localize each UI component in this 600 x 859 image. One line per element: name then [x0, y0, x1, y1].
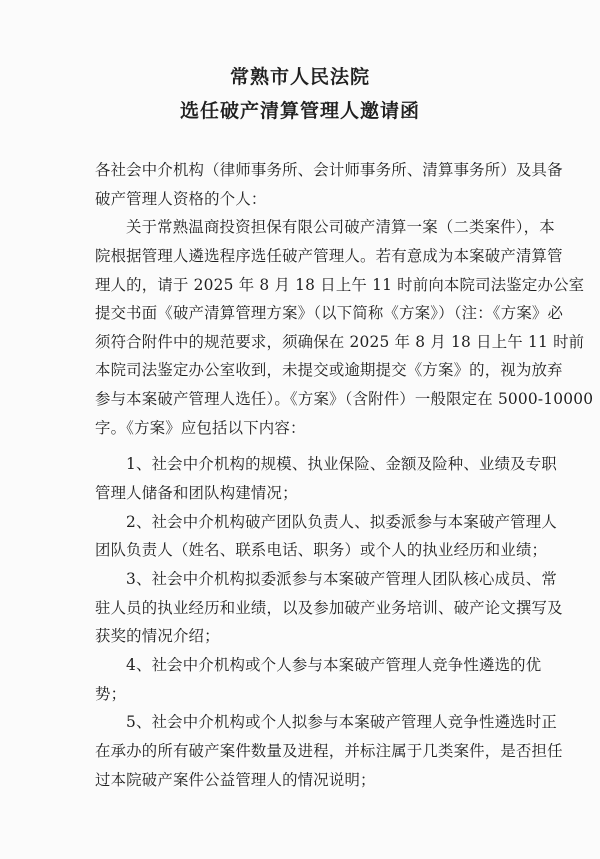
body-line-para1-8: 字。《方案》应包括以下内容：: [95, 419, 306, 437]
body-line-para1-1: 关于常熟温商投资担保有限公司破产清算一案（二类案件），本: [126, 218, 555, 236]
body-line-item3-3: 获奖的情况介绍；: [95, 627, 220, 645]
body-line-salutation-2: 破产管理人资格的个人：: [95, 190, 267, 208]
body-line-item4-2: 势；: [95, 685, 127, 703]
document-title: 选任破产清算管理人邀请函: [179, 100, 420, 122]
body-line-item5-3: 过本院破产案件公益管理人的情况说明；: [95, 771, 376, 789]
body-line-item2-1: 2、社会中介机构破产团队负责人、拟委派参与本案破产管理人: [126, 513, 557, 531]
body-line-item1-2: 管理人储备和团队构建情况；: [95, 484, 298, 502]
body-line-para1-2: 院根据管理人遴选程序选任破产管理人。若有意成为本案破产清算管: [95, 247, 563, 265]
body-line-para1-7: 参与本案破产管理人选任）。《方案》（含附件）一般限定在 5000-10000: [95, 390, 594, 408]
body-line-item1-1: 1、社会中介机构的规模、执业保险、金额及险种、业绩及专职: [126, 455, 557, 473]
body-line-salutation-1: 各社会中介机构（律师事务所、会计师事务所、清算事务所）及具备: [95, 161, 563, 179]
body-line-item5-1: 5、社会中介机构或个人拟参与本案破产管理人竞争性遴选时正: [126, 713, 557, 731]
body-line-para1-3: 理人的，请于 2025 年 8 月 18 日上午 11 时前向本院司法鉴定办公室: [95, 276, 585, 294]
body-line-para1-6: 本院司法鉴定办公室收到，未提交或逾期提交《方案》的，视为放弃: [95, 361, 563, 379]
body-line-item5-2: 在承办的所有破产案件数量及进程，并标注属于几类案件，是否担任: [95, 742, 563, 760]
body-line-para1-5: 须符合附件中的规范要求，须确保在 2025 年 8 月 18 日上午 11 时前: [95, 333, 585, 351]
court-name-heading: 常熟市人民法院: [229, 66, 370, 88]
body-line-item4-1: 4、社会中介机构或个人参与本案破产管理人竞争性遴选的优: [126, 656, 542, 674]
body-line-item3-2: 驻人员的执业经历和业绩，以及参加破产业务培训、破产论文撰写及: [95, 599, 563, 617]
body-line-item2-2: 团队负责人（姓名、联系电话、职务）或个人的执业经历和业绩；: [95, 541, 548, 559]
body-line-item3-1: 3、社会中介机构拟委派参与本案破产管理人团队核心成员、常: [126, 570, 557, 588]
body-line-para1-4: 提交书面《破产清算管理方案》（以下简称《方案》）（注：《方案》必: [95, 304, 564, 322]
